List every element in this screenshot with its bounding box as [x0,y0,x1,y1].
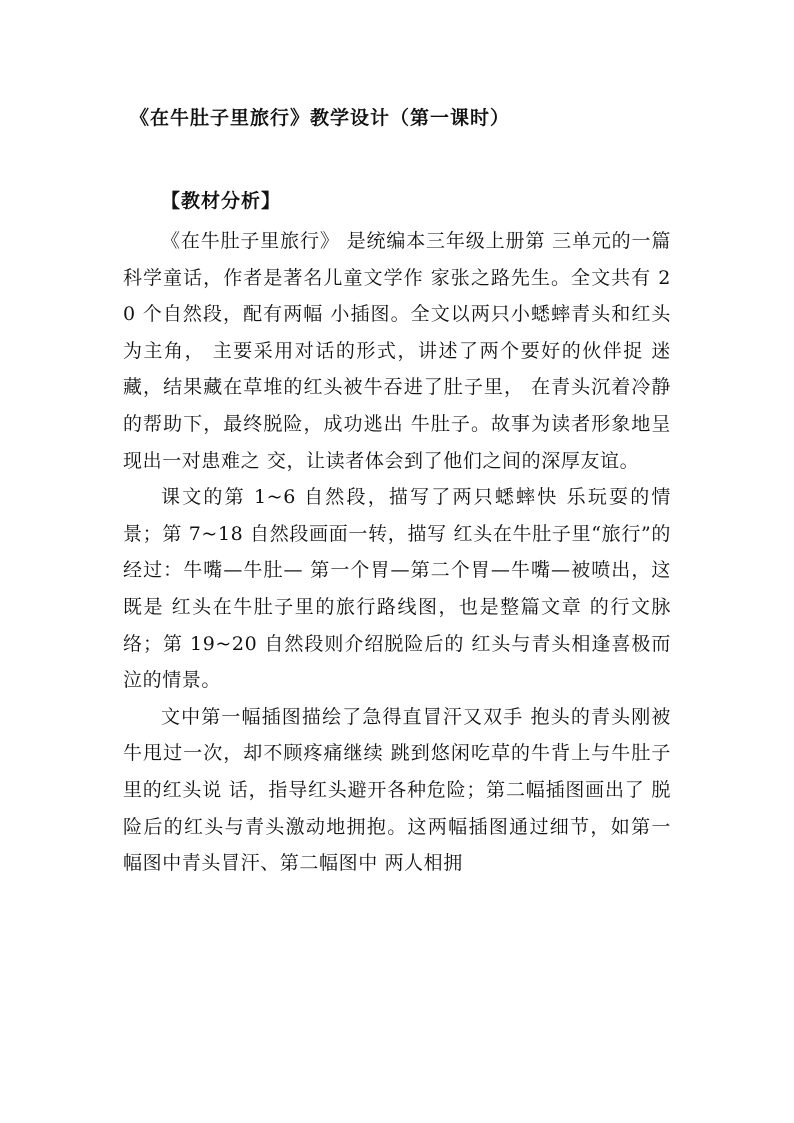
section-heading: 【教材分析】 [161,190,282,212]
document-title: 《在牛肚子里旅行》教学设计（第一课时） [130,107,511,129]
paragraph: 文中第一幅插图描绘了急得直冒汗又双手 抱头的青头刚被牛甩过一次，却不顾疼痛继续 跳到悠闲吃草的牛背上与牛肚子里的红头说 话，指导红头避开各种危险；第二幅插图画出了 脱险后的红头与青头激动地拥抱。这两幅插图通过细节，如第一幅图中青头冒汗、第二幅图中 两人相拥 [123,705,671,875]
paragraph: 课文的第 1~6 自然段，描写了两只蟋蟀快 乐玩耍的情景；第 7~18 自然段画面一转，描写 红头在牛肚子里“旅行”的经过：牛嘴—牛肚— 第一个胃—第二个胃—牛嘴—被喷出，这既是 红头在牛肚子里的旅行路线图，也是整篇文章 的行文脉络；第 19~20 自然段则介绍脱险后的 红头与青头相逢喜极而泣的情景。 [123,486,671,692]
document-body [123,223,671,882]
paragraph: 《在牛肚子里旅行》 是统编本三年级上册第 三单元的一篇科学童话，作者是著名儿童文学作 家张之路先生。全文共有 20 个自然段，配有两幅 小插图。全文以两只小蟋蟀青头和红头为主角， 主要采用对话的形式，讲述了两个要好的伙伴捉 迷藏，结果藏在草堆的红头被牛吞进了肚子里， 在青头沉着冷静的帮助下，最终脱险，成功逃出 牛肚子。故事为读者形象地呈现出一对患难之 交，让读者体会到了他们之间的深厚友谊。 [123,230,671,472]
